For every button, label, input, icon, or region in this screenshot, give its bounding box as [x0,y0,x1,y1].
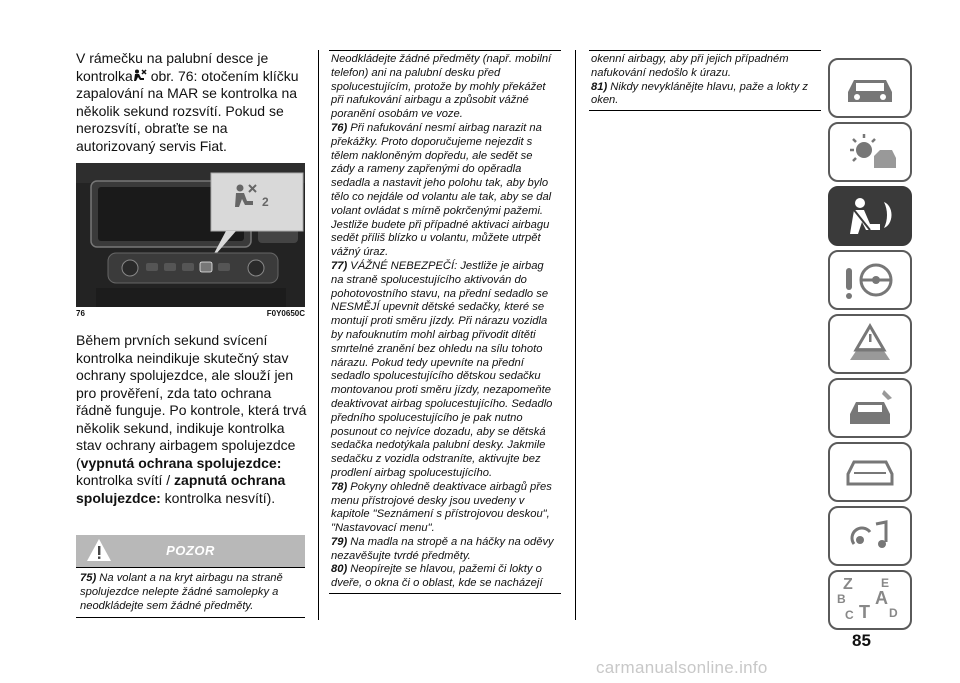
notes-box-continued [589,50,821,111]
warning-body [76,567,305,618]
status-paragraph: Během prvních sekund svícení kontrolka neindikuje skutečný stav ochrany spolujezdce, ale slouží jen pro prověření, zda tato ochrana řádně funguje. Po kontrole, která trvá několik sekund, indikuje kontrolka stav ochrany airbagem spolujezdce (vypnutá ochrana spolujezdce: kontrolka svítí / zapnutá ochrana spolujezdce: kontrolka nesvítí). [76,332,307,506]
note-text: Neopírejte se hlavou, pažemi či lokty o dveře, o okna či o oblast, kde se nacházejí [331,563,543,590]
note-number: 76) [331,121,348,134]
alphabetical-index-icon: Z E B A C T D [837,576,898,622]
multimedia-icon [840,514,900,558]
key-steering-wheel-icon [840,258,900,302]
note-text: VÁŽNÉ NEBEZPEČÍ: Jestliže je airbag na straně spolucestujícího aktivován do pohotovostního stavu, na přední sedadlo se NESMĚJÍ upevnit dětské sedačky, které se montují proti směru jízdy. Při nárazu vozidla by nafouknutím mohl airbag přivodit dítěti smrtelné zranění bez ohledu na sílu tohoto nárazu. Pokud tedy upevníte na přední sedadlo spolucestujícího dětskou sedačku montovanou proti směru jízdy, nezapomeňte deaktivovat airbag spolucestujícího. Sedadlo předního spolucestujícího je pak nutno posunout co nejvíce dozadu, aby se dětská sedačka nedotýkala palubní desky. Jakmile sedačku z vozidla odstraníte, aktivujte bez prodlení airbag spolucestujícího. [331,259,553,479]
airbag-safety-icon [840,194,900,238]
column-divider [318,50,319,620]
note-number: 75) [80,572,97,584]
side-tab-car-specs[interactable] [828,442,912,502]
intro-paragraph: V rámečku na palubní desce je kontrolka obr. 76: otočením klíčku zapalování na MAR se kontrolka na několik sekund rozsvítí. Pokud se nerozsvítí, obraťte se na autorizovaný servis Fiat. [76,50,299,154]
note-number: 80) [331,563,348,576]
notes-box [329,50,561,594]
warning-lights-icon [840,130,900,174]
side-tab-key-steering[interactable] [828,250,912,310]
car-specs-icon [840,450,900,494]
car-dashboard-icon [840,68,900,108]
figure-code: F0Y0650C [266,309,305,318]
note-text: okenní airbagy, aby při jejich případném nafukování nedošlo k úrazu. [591,53,789,79]
figure-callout-number: 2 [262,195,269,209]
side-tab-warning-lights[interactable] [828,122,912,182]
note-text: Při nafukování nesmí airbag narazit na překážky. Proto doporučujeme nejezdit s tělem nakloněným dopředu, ale sedět se zády a rameny zapřenými do opěradla sedadla a nastavit jeho polohu tak, aby bylo tělo co nejdále od volantu ale tak, aby se dal volant ovládat s mírně pokrčenými pažemi. Jestliže budete při případné aktivaci airbagu sedět příliš blízko u volantu, můžete utrpět vážný úraz. [331,121,552,259]
column-left [76,50,308,618]
side-tab-car-dashboard[interactable] [828,58,912,118]
note-number: 77) [331,259,348,272]
warning-header [76,535,305,567]
dashboard-illustration [76,163,305,307]
column-divider [575,50,576,620]
figure-number: 76 [76,309,85,318]
note-text: Na volant a na kryt airbagu na straně spolujezdce nelepte žádné samolepky a neodkládejte sem žádné předměty. [80,572,283,612]
note-number: 81) [591,80,608,93]
airbag-off-indicator-icon [133,69,147,82]
watermark: carmanualsonline.info [596,658,768,677]
note-text: Pokyny ohledně deaktivace airbagů přes menu přístrojové desky jsou uvedeny v kapitole "Seznámení s přístrojovou deskou", "Nastavovací menu". [331,480,552,535]
note-text: Na madla na stropě a na háčky na oděvy nezavěšujte tvrdé předměty. [331,535,554,562]
dashboard-figure [76,163,305,307]
road-hazard-icon [840,322,900,366]
figure-caption [76,309,305,318]
side-tab-airbag-safety[interactable] [828,186,912,246]
side-tab-car-maintenance[interactable] [828,378,912,438]
side-tab-road-hazard[interactable] [828,314,912,374]
column-right [589,50,821,111]
car-maintenance-icon [840,386,900,430]
note-text: Neodkládejte žádné předměty (např. mobilní telefon) ani na palubní desku před spolucestujícím, protože by mohly překážet při nafukování airbagu a způsobit vážné poranění osobám ve voze. [331,53,552,121]
warning-title: POZOR [166,543,215,558]
page-number: 85 [852,631,871,650]
note-number: 79) [331,535,348,548]
side-tab-alphabetical-index[interactable] [828,570,912,630]
note-text: Nikdy nevyklánějte hlavu, paže a lokty z oken. [591,80,809,107]
column-middle [329,50,561,594]
side-tab-multimedia[interactable] [828,506,912,566]
note-number: 78) [331,480,348,493]
